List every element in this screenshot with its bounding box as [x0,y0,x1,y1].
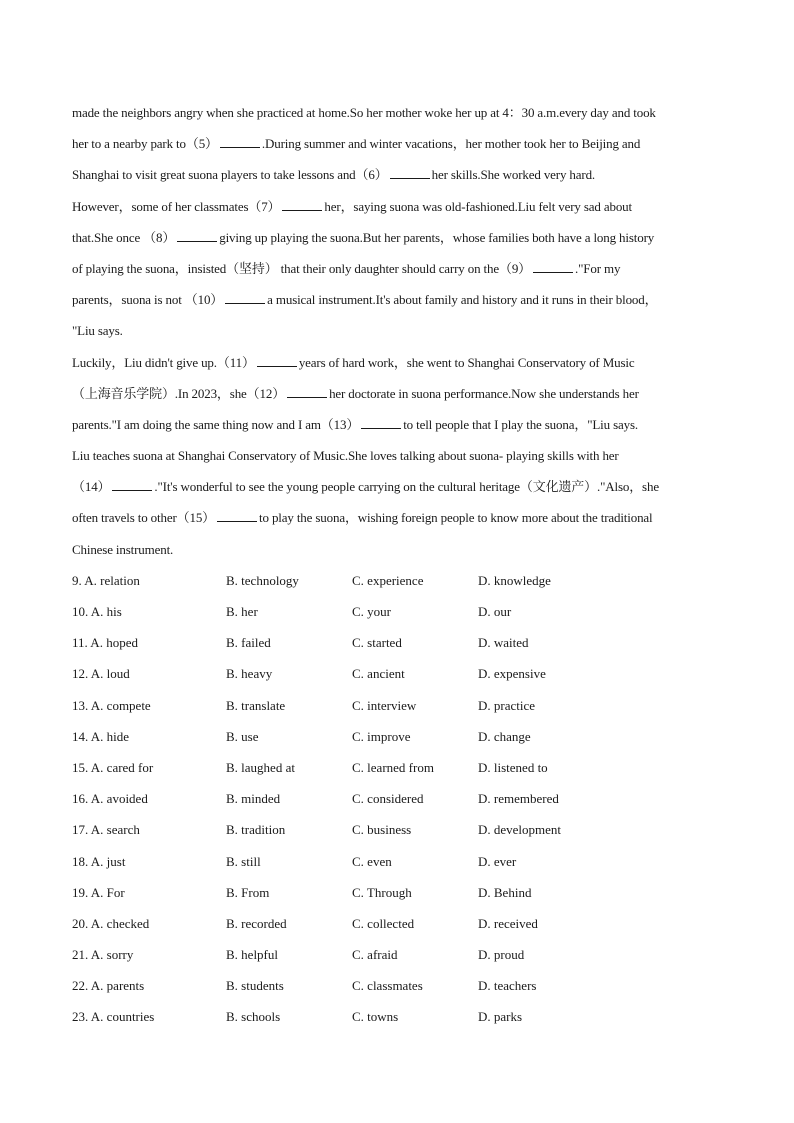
option-a[interactable]: 20. A. checked [72,915,150,931]
passage-line: of playing the suona，insisted（坚持） that their only daughter should carry on the（9） ."For my [72,260,621,276]
option-b[interactable]: B. tradition [226,822,286,838]
option-c[interactable]: C. classmates [352,978,423,994]
question-row [72,939,726,970]
passage-line: （上海音乐学院）.In 2023，she（12） her doctorate in suona performance.Now she understands her [72,385,639,401]
passage-line: parents."I am doing the same thing now and I am（13） to tell people that I play the suona，"Liu says. [72,416,638,432]
option-c[interactable]: C. improve [352,728,411,744]
option-b[interactable]: B. her [226,604,258,619]
option-d[interactable]: D. proud [478,947,525,963]
option-b[interactable]: B. laughed at [226,759,295,775]
option-a[interactable]: 11. A. hoped [72,635,138,651]
question-row [72,690,726,721]
option-d[interactable]: D. listened to [478,759,548,775]
option-c[interactable]: C. experience [352,572,424,588]
answer-blank-8[interactable] [177,231,217,242]
question-row [72,596,726,627]
option-c[interactable]: C. Through [352,884,412,900]
option-c[interactable]: C. afraid [352,947,398,963]
passage-line: that.She once （8） giving up playing the suona.But her parents，whose families both have a long history [72,229,655,245]
option-d[interactable]: D. expensive [478,666,546,682]
option-b[interactable]: B. students [226,978,284,994]
answer-blank-12[interactable] [287,387,327,398]
option-c[interactable]: C. interview [352,697,417,713]
option-c[interactable]: C. considered [352,791,424,807]
option-a[interactable]: 10. A. his [72,604,122,619]
passage-line: However，some of her classmates（7） her，saying suona was old-fashioned.Liu felt very sad about [72,198,632,214]
option-a[interactable]: 12. A. loud [72,666,130,682]
option-d[interactable]: D. parks [478,1009,523,1025]
question-row [72,565,726,596]
passage-line: Luckily，Liu didn't give up.（11） years of hard work，she went to Shanghai Conservatory of Music [72,354,635,370]
option-d[interactable]: D. practice [478,697,536,713]
question-row [72,814,726,845]
option-a[interactable]: 22. A. parents [72,978,145,994]
question-row [72,627,726,658]
question-row [72,658,726,689]
option-b[interactable]: B. still [226,853,261,869]
option-a[interactable]: 9. A. relation [72,572,140,588]
option-b[interactable]: B. failed [226,635,271,651]
reading-passage [72,97,726,565]
option-c[interactable]: C. ancient [352,666,405,682]
question-row [72,846,726,877]
exam-page [72,97,726,1033]
answer-options [72,565,726,1033]
option-b[interactable]: B. From [226,884,270,900]
option-a[interactable]: 15. A. cared for [72,759,154,775]
passage-line: her to a nearby park to（5） .During summer and winter vacations，her mother took her to Beijing and [72,136,641,152]
option-d[interactable]: D. Behind [478,884,532,900]
question-row [72,908,726,939]
question-row [72,752,726,783]
option-a[interactable]: 14. A. hide [72,728,130,744]
option-b[interactable]: B. schools [226,1009,281,1025]
option-a[interactable]: 21. A. sorry [72,947,134,963]
option-a[interactable]: 16. A. avoided [72,791,148,807]
question-row [72,970,726,1001]
answer-blank-9[interactable] [533,262,573,273]
answer-blank-14[interactable] [112,480,152,491]
passage-line: （14） ."It's wonderful to see the young people carrying on the cultural heritage（文化遗产）."Also，she [72,479,659,495]
option-b[interactable]: B. heavy [226,666,273,682]
answer-blank-11[interactable] [257,356,297,367]
option-d[interactable]: D. teachers [478,978,537,994]
option-c[interactable]: C. started [352,635,402,651]
option-d[interactable]: D. waited [478,635,529,651]
option-d[interactable]: D. remembered [478,791,559,807]
option-b[interactable]: B. use [226,728,259,744]
option-b[interactable]: B. helpful [226,947,278,963]
option-a[interactable]: 18. A. just [72,853,126,869]
option-d[interactable]: D. change [478,728,531,744]
option-c[interactable]: C. business [352,822,412,838]
passage-line: "Liu says. [72,323,123,339]
option-b[interactable]: B. recorded [226,915,287,931]
option-d[interactable]: D. development [478,822,562,838]
option-b[interactable]: B. translate [226,697,286,713]
answer-blank-6[interactable] [390,168,430,179]
option-a[interactable]: 13. A. compete [72,697,151,713]
option-c[interactable]: C. even [352,853,392,869]
option-d[interactable]: D. our [478,604,512,619]
passage-line: Liu teaches suona at Shanghai Conservatory of Music.She loves talking about suona- playing skills with her [72,448,619,464]
option-a[interactable]: 23. A. countries [72,1009,155,1025]
answer-blank-15[interactable] [217,511,257,522]
option-b[interactable]: B. minded [226,791,281,807]
question-row [72,783,726,814]
option-c[interactable]: C. collected [352,915,415,931]
option-b[interactable]: B. technology [226,572,299,588]
option-d[interactable]: D. received [478,915,538,931]
answer-blank-7[interactable] [282,200,322,211]
passage-line: Chinese instrument. [72,541,174,557]
answer-blank-5[interactable] [220,137,260,148]
option-d[interactable]: D. knowledge [478,572,551,588]
question-row [72,721,726,752]
option-c[interactable]: C. your [352,604,391,619]
passage-line: parents，suona is not （10） a musical instrument.It's about family and history and it runs in their blood， [72,292,658,308]
option-a[interactable]: 17. A. search [72,822,140,838]
question-row [72,1001,726,1032]
answer-blank-13[interactable] [361,418,401,429]
passage-line: often travels to other（15） to play the suona，wishing foreign people to know more about the traditional [72,510,653,526]
option-c[interactable]: C. towns [352,1009,399,1025]
answer-blank-10[interactable] [225,293,265,304]
question-row [72,877,726,908]
option-a[interactable]: 19. A. For [72,884,125,900]
option-d[interactable]: D. ever [478,853,517,869]
passage-line: made the neighbors angry when she practiced at home.So her mother woke her up at 4：30 a.m.every day and took [72,105,656,120]
passage-line: Shanghai to visit great suona players to take lessons and（6） her skills.She worked very hard. [72,167,596,183]
option-c[interactable]: C. learned from [352,759,434,775]
